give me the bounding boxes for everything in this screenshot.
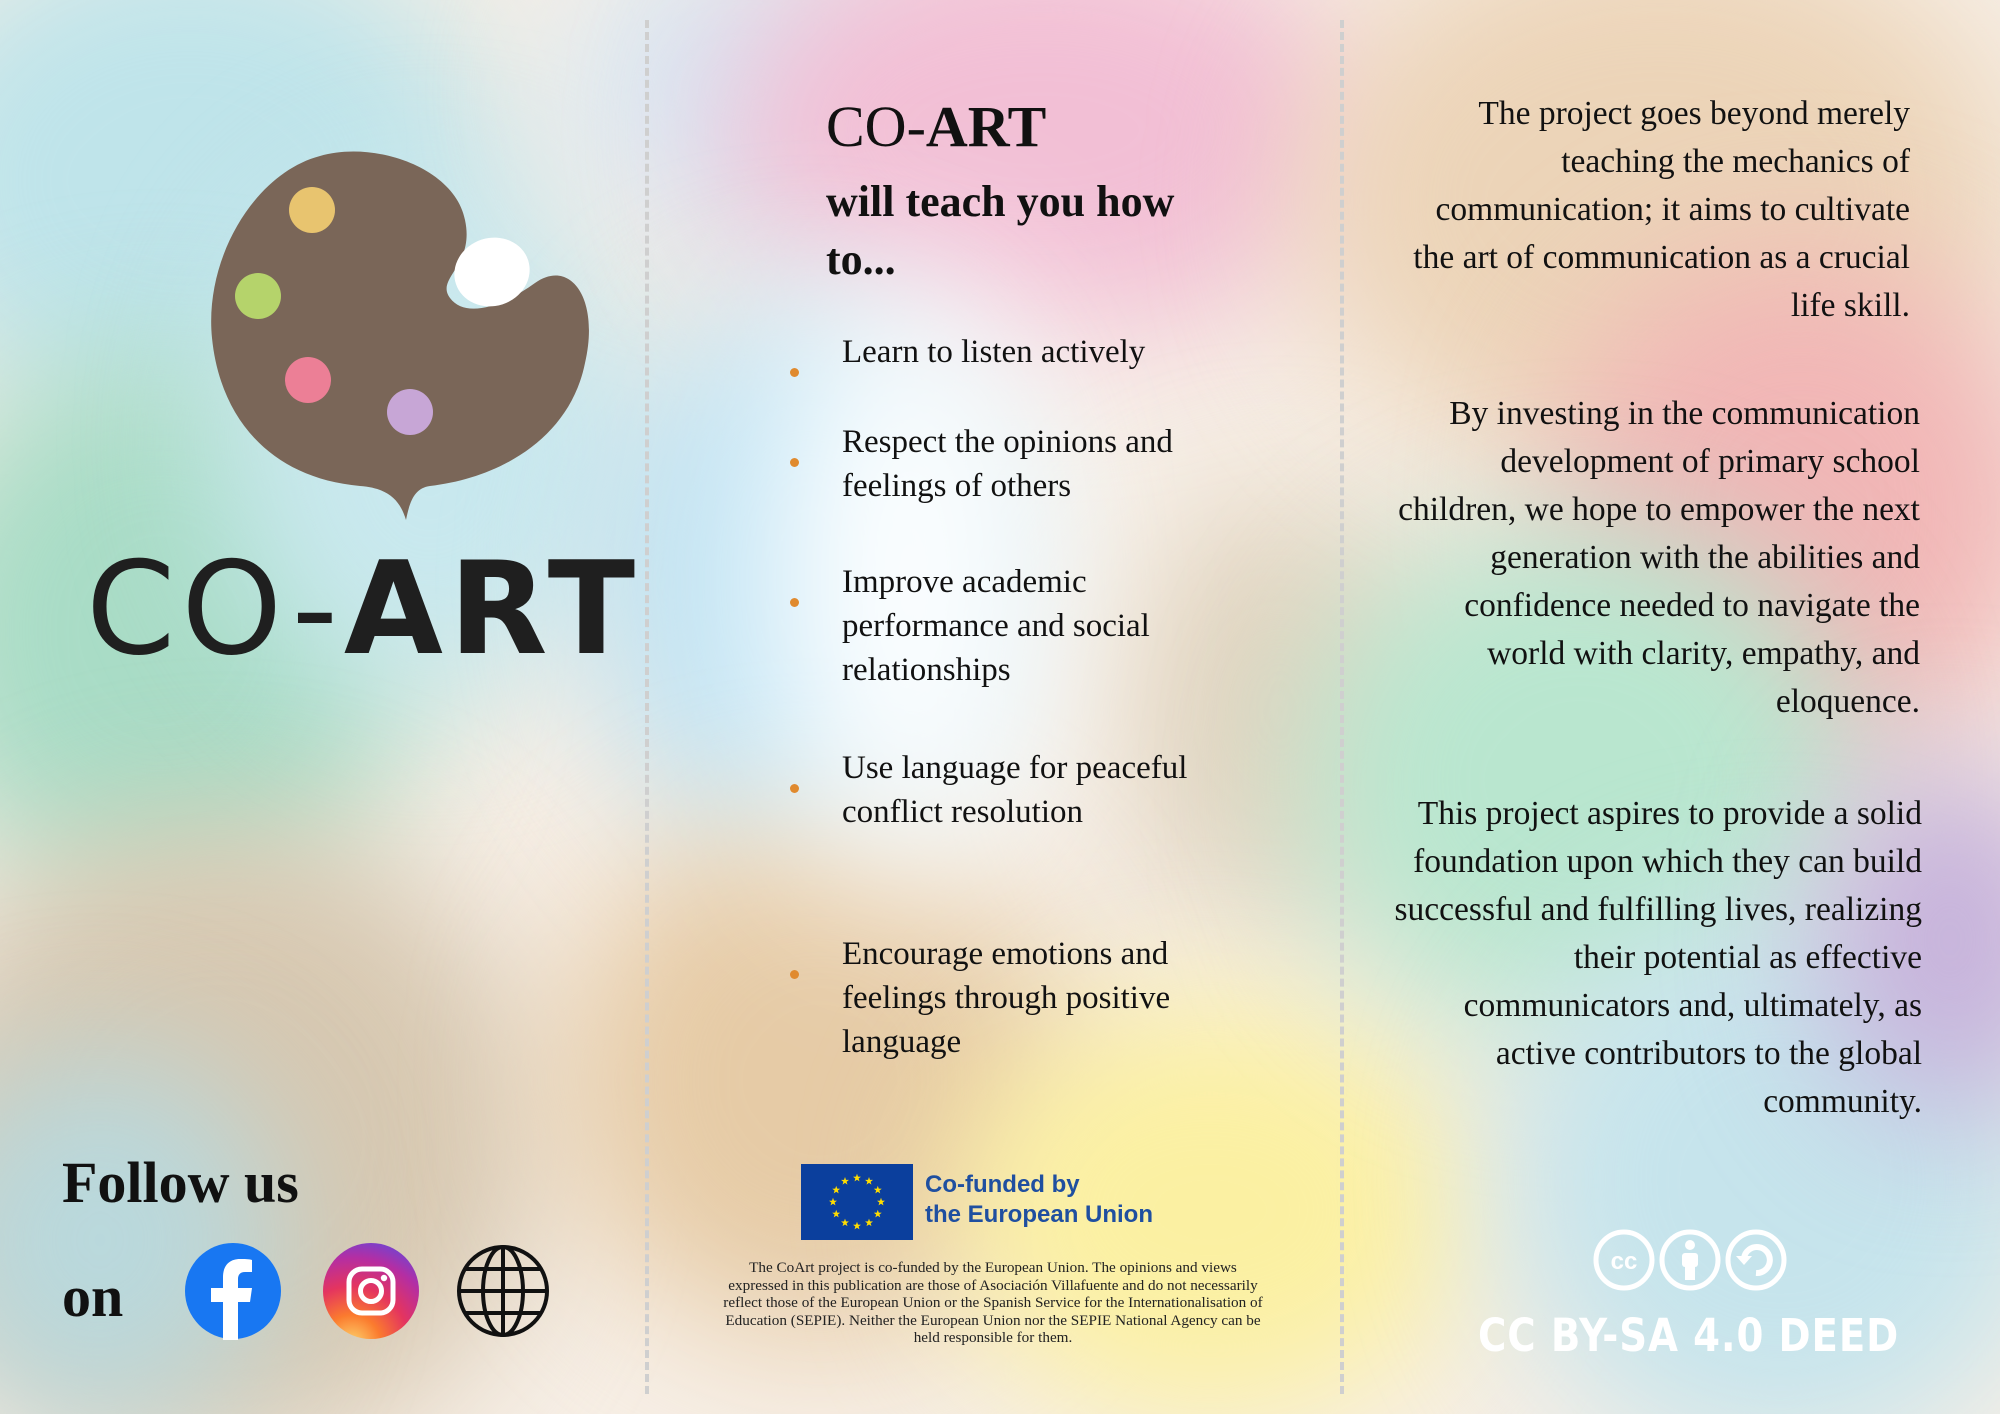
list-item-text: Respect the opinions and feelings of others [842, 424, 1173, 504]
globe-icon[interactable] [454, 1242, 552, 1340]
fold-line-right [1340, 20, 1344, 1394]
eu-line-2: the European Union [925, 1201, 1153, 1228]
list-item [790, 560, 1250, 692]
instagram-icon[interactable] [322, 1242, 420, 1340]
funding-disclaimer: The CoArt project is co-funded by the European Union. The opinions and views expressed in this publication are those of Asociación Villafuente and do not necessarily reflect those of the European Union or the Spanish Service for the Internationalisation of Education (SEPIE). Neither the European Union nor the SEPIE National Agency can be held responsible for them. [723, 1259, 1263, 1346]
follow-us-heading: Follow us [62, 1150, 299, 1215]
attribution-icon [1662, 1232, 1718, 1288]
list-item [790, 746, 1250, 834]
bullet-dot-icon [790, 970, 799, 979]
palette-shape [211, 152, 589, 520]
eu-line-1: Co-funded by [925, 1171, 1080, 1198]
list-item-text: Encourage emotions and feelings through positive language [842, 936, 1171, 1060]
paragraph-2: By investing in the communication development of primary school children, we hope to empower the next generation with the abilities and confidence needed to navigate the world with clarity, empathy, and eloquence. [1398, 395, 1920, 720]
paint-dot-green [235, 273, 281, 319]
eu-cofunded-label [925, 1170, 1153, 1230]
bullet-dot-icon [790, 458, 799, 467]
middle-title-light: CO- [826, 94, 926, 159]
svg-text:cc: cc [1610, 1248, 1638, 1275]
paragraph-1: The project goes beyond merely teaching the mechanics of communication; it aims to cultivate the art of communication as a crucial life skill. [1413, 95, 1910, 324]
logo-text-bold: ART [343, 535, 642, 684]
facebook-icon[interactable] [184, 1242, 282, 1340]
paint-dot-yellow [289, 187, 335, 233]
list-item [790, 932, 1250, 1064]
bullet-dot-icon [790, 784, 799, 793]
list-item-text: Use language for peaceful conflict resolution [842, 750, 1188, 830]
list-item-text: Learn to listen actively [842, 334, 1146, 370]
logo-text-light: CO- [86, 535, 344, 684]
paint-dot-pink [285, 357, 331, 403]
middle-subtitle: will teach you how to... [826, 177, 1175, 284]
list-item [790, 420, 1250, 508]
follow-on-label: on [62, 1264, 124, 1329]
share-alike-icon [1728, 1232, 1784, 1288]
fold-line-left [645, 20, 649, 1394]
eu-flag-icon [801, 1164, 913, 1240]
cc-icon [1596, 1232, 1652, 1288]
license-icons [1592, 1228, 1788, 1292]
list-item [790, 330, 1250, 374]
logo-wordmark [86, 535, 642, 684]
bullet-dot-icon [790, 598, 799, 607]
bullet-dot-icon [790, 368, 799, 377]
license-label: CC BY-SA 4.0 DEED [1478, 1309, 1900, 1362]
paragraph-3: This project aspires to provide a solid foundation upon which they can build successful and fulfilling lives, realizing their potential as effective communicators and, ultimately, as active contributors to the global community. [1394, 795, 1922, 1120]
paint-dot-lilac [387, 389, 433, 435]
palette-icon [200, 148, 600, 520]
list-item-text: Improve academic performance and social relationships [842, 564, 1150, 688]
middle-title [826, 95, 1046, 159]
middle-title-bold: ART [925, 94, 1047, 159]
